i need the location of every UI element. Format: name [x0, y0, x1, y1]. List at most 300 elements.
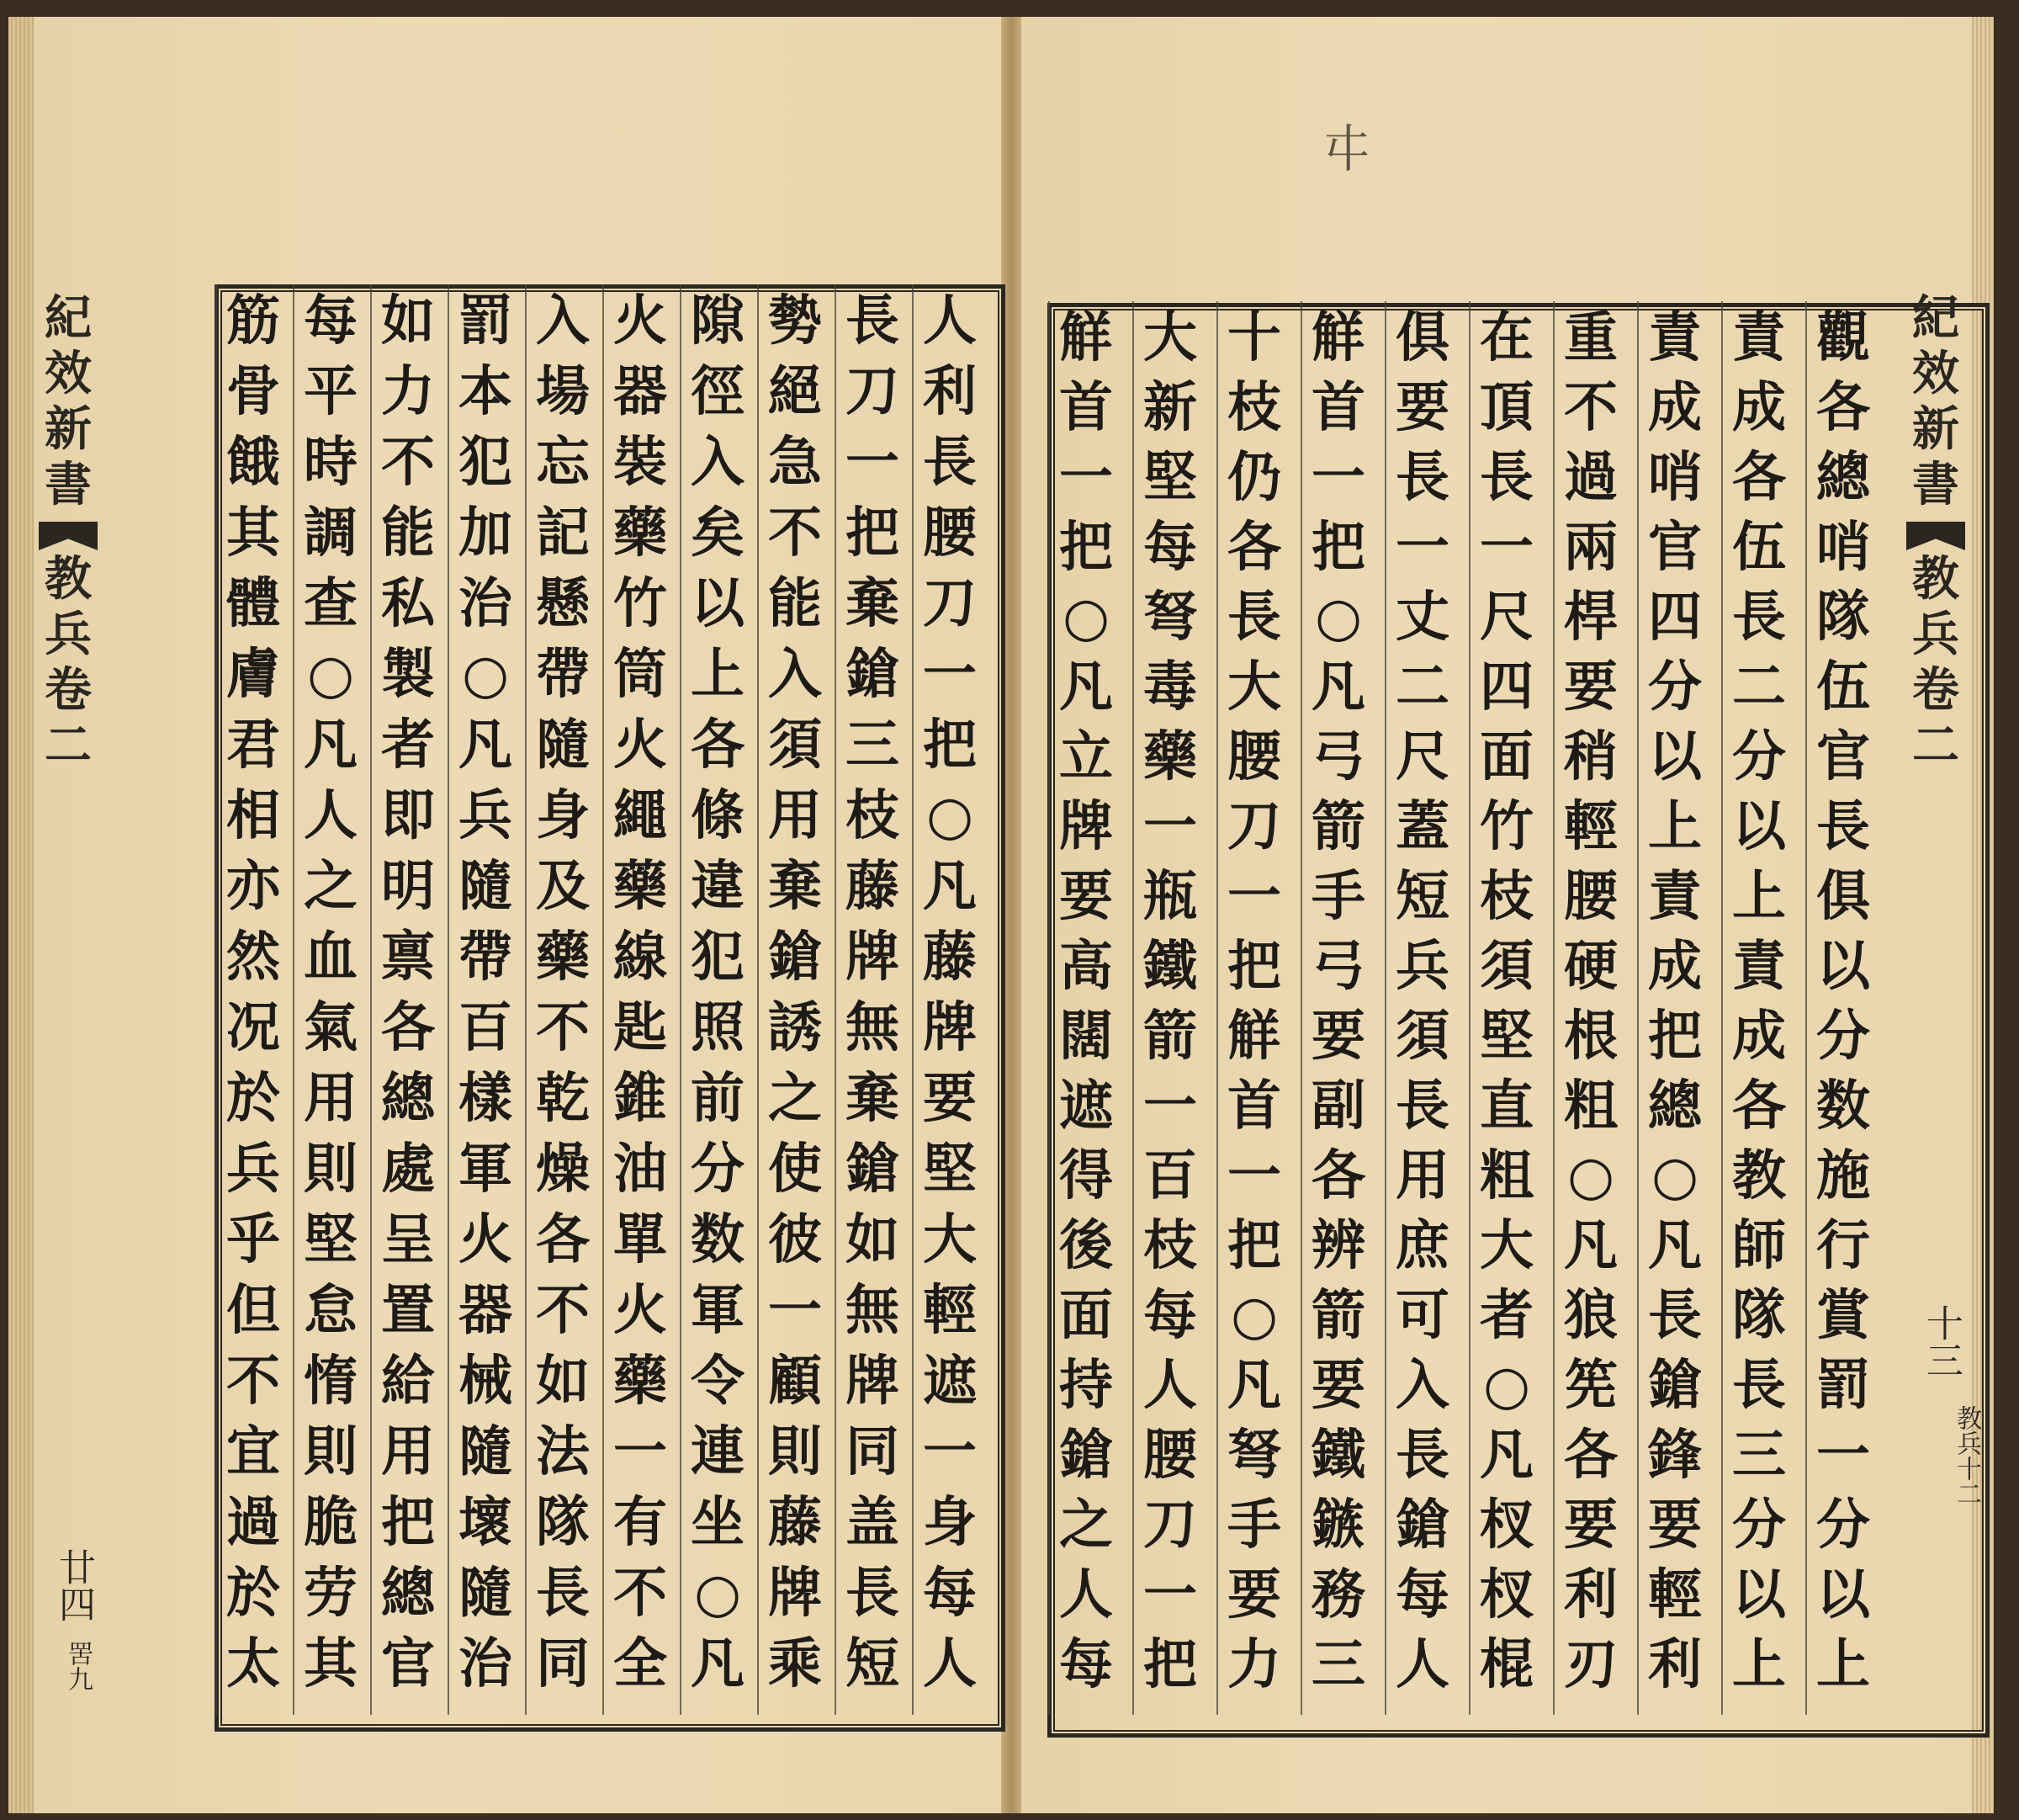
- glyph: 君: [226, 714, 280, 777]
- glyph: 利: [1564, 1563, 1618, 1626]
- glyph: 兵: [1912, 607, 1959, 662]
- glyph: 責: [1648, 865, 1702, 928]
- glyph: 以: [1732, 795, 1786, 858]
- glyph: 得: [1059, 1144, 1113, 1207]
- glyph: 各: [1312, 1144, 1365, 1207]
- glyph: 身: [923, 1491, 977, 1554]
- glyph: 大: [1143, 306, 1197, 369]
- left-column-8: [374, 289, 442, 1708]
- glyph: 者: [381, 714, 435, 777]
- glyph: 卷: [45, 662, 92, 718]
- glyph: 藥: [613, 501, 667, 565]
- glyph: 帶: [536, 643, 590, 706]
- glyph: 器: [458, 1279, 512, 1342]
- glyph: 餓: [226, 431, 280, 494]
- glyph: 鎗: [845, 1138, 899, 1201]
- glyph: 賞: [1816, 1284, 1870, 1347]
- glyph: 入: [691, 431, 745, 494]
- glyph: 長: [536, 1562, 590, 1625]
- glyph: 腰: [923, 501, 977, 565]
- glyph: 大: [923, 1208, 977, 1271]
- glyph: 給: [381, 1350, 435, 1413]
- glyph: 把: [1227, 1214, 1281, 1277]
- column-rule: [835, 284, 836, 1715]
- glyph: 書: [1912, 457, 1959, 512]
- glyph: 責: [1732, 935, 1786, 998]
- glyph: 過: [1564, 446, 1618, 509]
- glyph: 俱: [1816, 865, 1870, 928]
- glyph: 不: [226, 1350, 280, 1413]
- glyph: 鎗: [1396, 1494, 1449, 1557]
- glyph: 加: [458, 501, 512, 565]
- glyph: 長: [1648, 1284, 1702, 1347]
- glyph: 凡: [1227, 1354, 1281, 1417]
- glyph: 每: [304, 289, 358, 353]
- glyph: 罰: [1816, 1354, 1870, 1417]
- glyph: 弓: [1312, 935, 1365, 998]
- glyph: 不: [1564, 376, 1618, 439]
- glyph: 於: [226, 1562, 280, 1625]
- glyph: 治: [458, 1632, 512, 1695]
- glyph: 新: [45, 401, 92, 457]
- glyph: 牌: [845, 1350, 899, 1413]
- glyph: 紀: [45, 290, 92, 346]
- glyph: 筒: [613, 643, 667, 706]
- glyph: 棄: [845, 1067, 899, 1130]
- glyph: 粗: [1480, 1144, 1534, 1207]
- glyph: 各: [691, 714, 745, 777]
- glyph: 前: [691, 1067, 745, 1130]
- glyph: 大: [1480, 1214, 1534, 1277]
- glyph: 效: [1912, 346, 1959, 401]
- glyph: 一: [1143, 795, 1197, 858]
- glyph: 刃: [1564, 1633, 1618, 1696]
- glyph: 乾: [536, 1067, 590, 1130]
- glyph: 各: [1227, 516, 1281, 579]
- glyph: 哨: [1816, 516, 1870, 579]
- right-column-5: [1472, 306, 1541, 1708]
- glyph: 分: [1816, 1005, 1870, 1068]
- glyph: 以: [1732, 1563, 1786, 1626]
- left-leaf-count: 罟九: [63, 1641, 93, 1691]
- glyph: 務: [1312, 1563, 1365, 1626]
- glyph: 隊: [536, 1491, 590, 1554]
- glyph: 牌: [923, 996, 977, 1059]
- glyph: 血: [304, 926, 358, 989]
- glyph: 用: [1396, 1144, 1449, 1207]
- glyph: 堅: [1480, 1005, 1534, 1068]
- glyph: 力: [381, 360, 435, 423]
- glyph: 根: [1564, 1005, 1618, 1068]
- glyph: 每: [1059, 1633, 1113, 1696]
- glyph: 一: [1816, 1424, 1870, 1487]
- glyph: 以: [1816, 1563, 1870, 1626]
- glyph: 太: [226, 1632, 280, 1695]
- glyph: 責: [1648, 306, 1702, 369]
- glyph: ○: [694, 1562, 741, 1625]
- glyph: 照: [691, 996, 745, 1059]
- glyph: 刀: [1143, 1494, 1197, 1557]
- right-column-10: [1052, 306, 1121, 1708]
- column-rule: [680, 284, 681, 1715]
- glyph: 置: [381, 1279, 435, 1342]
- glyph: 禀: [381, 926, 435, 989]
- glyph: 二: [1912, 718, 1959, 773]
- glyph: 顧: [768, 1350, 822, 1413]
- glyph: 一: [1143, 1563, 1197, 1626]
- glyph: 全: [613, 1632, 667, 1695]
- column-rule: [1553, 301, 1555, 1715]
- column-rule: [1301, 301, 1302, 1715]
- glyph: 凡: [923, 855, 977, 918]
- glyph: 首: [1059, 376, 1113, 439]
- glyph: 箭: [1312, 795, 1365, 858]
- column-rule: [912, 284, 914, 1715]
- glyph: 立: [1059, 725, 1113, 788]
- glyph: 則: [304, 1138, 358, 1201]
- glyph: 凡: [1648, 1214, 1702, 1277]
- glyph: 短: [1396, 865, 1449, 928]
- glyph: 油: [613, 1138, 667, 1201]
- left-banxin: [34, 290, 103, 777]
- glyph: 各: [536, 1208, 590, 1271]
- glyph: 筋: [226, 289, 280, 353]
- glyph: 凡: [1312, 655, 1365, 719]
- glyph: 罰: [458, 289, 512, 353]
- glyph: 用: [768, 784, 822, 847]
- glyph: 氣: [304, 996, 358, 1059]
- glyph: 各: [381, 996, 435, 1059]
- glyph: 瓶: [1143, 865, 1197, 928]
- glyph: 處: [381, 1138, 435, 1201]
- glyph: 官: [1648, 516, 1702, 579]
- glyph: 能: [768, 572, 822, 635]
- glyph: 手: [1312, 865, 1365, 928]
- glyph: 隙: [691, 289, 745, 353]
- column-rule: [757, 284, 759, 1715]
- glyph: 如: [536, 1350, 590, 1413]
- glyph: 一: [1480, 516, 1534, 579]
- glyph: 狼: [1564, 1284, 1618, 1347]
- glyph: 人: [1143, 1354, 1197, 1417]
- glyph: 仍: [1227, 446, 1281, 509]
- glyph: 長: [845, 289, 899, 353]
- right-column-4: [1556, 306, 1625, 1708]
- glyph: 一: [845, 431, 899, 494]
- glyph: 有: [613, 1491, 667, 1554]
- glyph: 竹: [613, 572, 667, 635]
- glyph: 面: [1059, 1284, 1113, 1347]
- glyph: 藤: [923, 926, 977, 989]
- glyph: 凡: [1059, 655, 1113, 719]
- glyph: 隨: [458, 1562, 512, 1625]
- glyph: 以: [1648, 725, 1702, 788]
- glyph: 遮: [1059, 1074, 1113, 1138]
- glyph: 長: [1396, 446, 1449, 509]
- glyph: 其: [226, 501, 280, 565]
- glyph: 須: [1480, 935, 1534, 998]
- glyph: 兵: [45, 607, 92, 662]
- fish-tail-mark: [1906, 522, 1965, 550]
- glyph: 俱: [1396, 306, 1449, 369]
- glyph: 凡: [1564, 1214, 1618, 1277]
- glyph: 腰: [1564, 865, 1618, 928]
- glyph: 查: [304, 572, 358, 635]
- column-rule: [1385, 301, 1386, 1715]
- glyph: 枝: [1480, 865, 1534, 928]
- glyph: 長: [1732, 586, 1786, 649]
- right-column-1: [1809, 306, 1878, 1708]
- glyph: 弩: [1143, 586, 1197, 649]
- glyph: 二: [45, 718, 92, 773]
- glyph: 用: [304, 1067, 358, 1130]
- glyph: 手: [1227, 1494, 1281, 1557]
- glyph: 藥: [1143, 725, 1197, 788]
- glyph: 不: [613, 1562, 667, 1625]
- glyph: 隨: [536, 714, 590, 777]
- glyph: 教: [1732, 1144, 1786, 1207]
- glyph: 卷: [1912, 662, 1959, 718]
- glyph: 裝: [613, 431, 667, 494]
- glyph: 觀: [1816, 306, 1870, 369]
- glyph: 一: [1227, 1144, 1281, 1207]
- banxin-title: [45, 290, 92, 517]
- glyph: 要: [1564, 655, 1618, 719]
- glyph: 壞: [458, 1491, 512, 1554]
- glyph: ○: [1567, 1144, 1614, 1207]
- glyph: 利: [1648, 1633, 1702, 1696]
- glyph: ○: [462, 643, 509, 706]
- glyph: 尺: [1480, 586, 1534, 649]
- glyph: 要: [1227, 1563, 1281, 1626]
- glyph: ○: [1231, 1284, 1278, 1347]
- column-rule: [602, 284, 604, 1715]
- right-leaf-count: 教兵十二: [1952, 1405, 1981, 1506]
- glyph: 隊: [1816, 586, 1870, 649]
- glyph: 施: [1816, 1144, 1870, 1207]
- glyph: 能: [381, 501, 435, 565]
- glyph: 棍: [1480, 1633, 1534, 1696]
- left-leaf-number: 廿四: [52, 1548, 95, 1622]
- ink-mark: 㐄: [1321, 120, 1371, 179]
- glyph: 即: [381, 784, 435, 847]
- glyph: 棄: [845, 572, 899, 635]
- glyph: 身: [536, 784, 590, 847]
- glyph: 輕: [923, 1279, 977, 1342]
- left-column-10: [219, 289, 288, 1708]
- glyph: 不: [536, 996, 590, 1059]
- page-edge-stack: [8, 17, 34, 1813]
- glyph: 藥: [613, 1350, 667, 1413]
- left-column-2: [838, 289, 907, 1708]
- glyph: 不: [768, 501, 822, 565]
- glyph: 輕: [1648, 1563, 1702, 1626]
- glyph: 粗: [1564, 1074, 1618, 1138]
- glyph: 然: [226, 926, 280, 989]
- glyph: 稍: [1564, 725, 1618, 788]
- glyph: 人: [304, 784, 358, 847]
- column-rule: [1132, 301, 1134, 1715]
- glyph: 十: [1227, 306, 1281, 369]
- glyph: 火: [458, 1208, 512, 1271]
- glyph: 副: [1312, 1074, 1365, 1138]
- glyph: 帶: [458, 926, 512, 989]
- glyph: 宜: [226, 1420, 280, 1483]
- column-rule: [1805, 301, 1807, 1715]
- glyph: 法: [536, 1420, 590, 1483]
- glyph: 官: [381, 1632, 435, 1695]
- glyph: 火: [613, 289, 667, 353]
- glyph: 箭: [1143, 1005, 1197, 1068]
- glyph: 堅: [1143, 446, 1197, 509]
- open-book: [8, 17, 1994, 1813]
- glyph: 一: [768, 1279, 822, 1342]
- glyph: 要: [1648, 1494, 1702, 1557]
- glyph: 之: [768, 1067, 822, 1130]
- glyph: 觧: [1059, 306, 1113, 369]
- glyph: 高: [1059, 935, 1113, 998]
- glyph: 不: [381, 431, 435, 494]
- glyph: 把: [1059, 516, 1113, 579]
- glyph: 二: [1396, 655, 1449, 719]
- glyph: 場: [536, 360, 590, 423]
- glyph: 單: [613, 1208, 667, 1271]
- glyph: ○: [1062, 586, 1110, 649]
- column-rule: [1637, 301, 1639, 1715]
- right-column-8: [1220, 306, 1289, 1708]
- glyph: 鎗: [1648, 1354, 1702, 1417]
- glyph: 骨: [226, 360, 280, 423]
- glyph: 分: [1732, 725, 1786, 788]
- glyph: 錐: [613, 1067, 667, 1130]
- glyph: 一: [923, 643, 977, 706]
- glyph: 分: [1816, 1494, 1870, 1557]
- glyph: 劳: [304, 1562, 358, 1625]
- fish-tail-mark: [39, 522, 98, 550]
- glyph: 燥: [536, 1138, 590, 1201]
- glyph: 線: [613, 926, 667, 989]
- glyph: 首: [1312, 376, 1365, 439]
- glyph: 上: [691, 643, 745, 706]
- glyph: 軍: [691, 1279, 745, 1342]
- glyph: 繩: [613, 784, 667, 847]
- glyph: 牌: [768, 1562, 822, 1625]
- glyph: 鏃: [1312, 1494, 1365, 1557]
- glyph: 兵: [458, 784, 512, 847]
- glyph: 教: [1912, 551, 1959, 607]
- glyph: 忘: [536, 431, 590, 494]
- glyph: 要: [1059, 865, 1113, 928]
- glyph: 持: [1059, 1354, 1113, 1417]
- glyph: 成: [1648, 376, 1702, 439]
- glyph: 時: [304, 431, 358, 494]
- glyph: 堅: [304, 1208, 358, 1271]
- glyph: 数: [691, 1208, 745, 1271]
- glyph: 新: [1143, 376, 1197, 439]
- glyph: 兵: [1396, 935, 1449, 998]
- glyph: 枝: [845, 784, 899, 847]
- glyph: 况: [226, 996, 280, 1059]
- glyph: 每: [1143, 1284, 1197, 1347]
- glyph: 牌: [845, 926, 899, 989]
- glyph: 兵: [226, 1138, 280, 1201]
- glyph: 一: [923, 1420, 977, 1483]
- glyph: 械: [458, 1350, 512, 1413]
- glyph: 堅: [923, 1138, 977, 1201]
- glyph: 總: [1816, 446, 1870, 509]
- glyph: 筅: [1564, 1354, 1618, 1417]
- glyph: 要: [1312, 1354, 1365, 1417]
- glyph: 軍: [458, 1138, 512, 1201]
- banxin-title: [1912, 290, 1959, 517]
- glyph: 竹: [1480, 795, 1534, 858]
- glyph: 伍: [1816, 655, 1870, 719]
- left-column-9: [296, 289, 365, 1708]
- glyph: 分: [1732, 1494, 1786, 1557]
- glyph: 盖: [845, 1491, 899, 1554]
- glyph: 彼: [768, 1208, 822, 1271]
- glyph: 鐵: [1143, 935, 1197, 998]
- glyph: 一: [613, 1420, 667, 1483]
- glyph: 長: [1732, 1354, 1786, 1417]
- glyph: 明: [381, 855, 435, 918]
- glyph: 同: [536, 1632, 590, 1695]
- glyph: 各: [1732, 1074, 1786, 1138]
- left-column-3: [760, 289, 829, 1708]
- glyph: ○: [1315, 586, 1362, 649]
- glyph: 三: [845, 714, 899, 777]
- glyph: 教: [45, 551, 92, 607]
- glyph: 丈: [1396, 586, 1449, 649]
- glyph: 記: [536, 501, 590, 565]
- glyph: 藤: [768, 1491, 822, 1554]
- glyph: 藥: [613, 855, 667, 918]
- glyph: 鎗: [768, 926, 822, 989]
- glyph: 凡: [1480, 1424, 1534, 1487]
- glyph: 桿: [1564, 586, 1618, 649]
- glyph: 庶: [1396, 1214, 1449, 1277]
- glyph: 相: [226, 784, 280, 847]
- glyph: 刀: [845, 360, 899, 423]
- glyph: 於: [226, 1067, 280, 1130]
- glyph: 懸: [536, 572, 590, 635]
- glyph: 新: [1912, 401, 1959, 457]
- glyph: ○: [1483, 1354, 1530, 1417]
- glyph: 者: [1480, 1284, 1534, 1347]
- glyph: 腰: [1143, 1424, 1197, 1487]
- glyph: 杈: [1480, 1563, 1534, 1626]
- glyph: 百: [458, 996, 512, 1059]
- glyph: 官: [1816, 725, 1870, 788]
- right-column-7: [1304, 306, 1373, 1708]
- glyph: ○: [307, 643, 354, 706]
- glyph: 呈: [381, 1208, 435, 1271]
- glyph: 刀: [923, 572, 977, 635]
- glyph: 不: [536, 1279, 590, 1342]
- glyph: 三: [1732, 1424, 1786, 1487]
- glyph: 總: [381, 1562, 435, 1625]
- glyph: 伍: [1732, 516, 1786, 579]
- glyph: 遮: [923, 1350, 977, 1413]
- glyph: 凡: [304, 714, 358, 777]
- glyph: 令: [691, 1350, 745, 1413]
- glyph: 枝: [1143, 1214, 1197, 1277]
- glyph: 弩: [1227, 1424, 1281, 1487]
- glyph: 腰: [1227, 725, 1281, 788]
- glyph: 觧: [1227, 1005, 1281, 1068]
- glyph: 刀: [1227, 795, 1281, 858]
- glyph: 紀: [1912, 290, 1959, 346]
